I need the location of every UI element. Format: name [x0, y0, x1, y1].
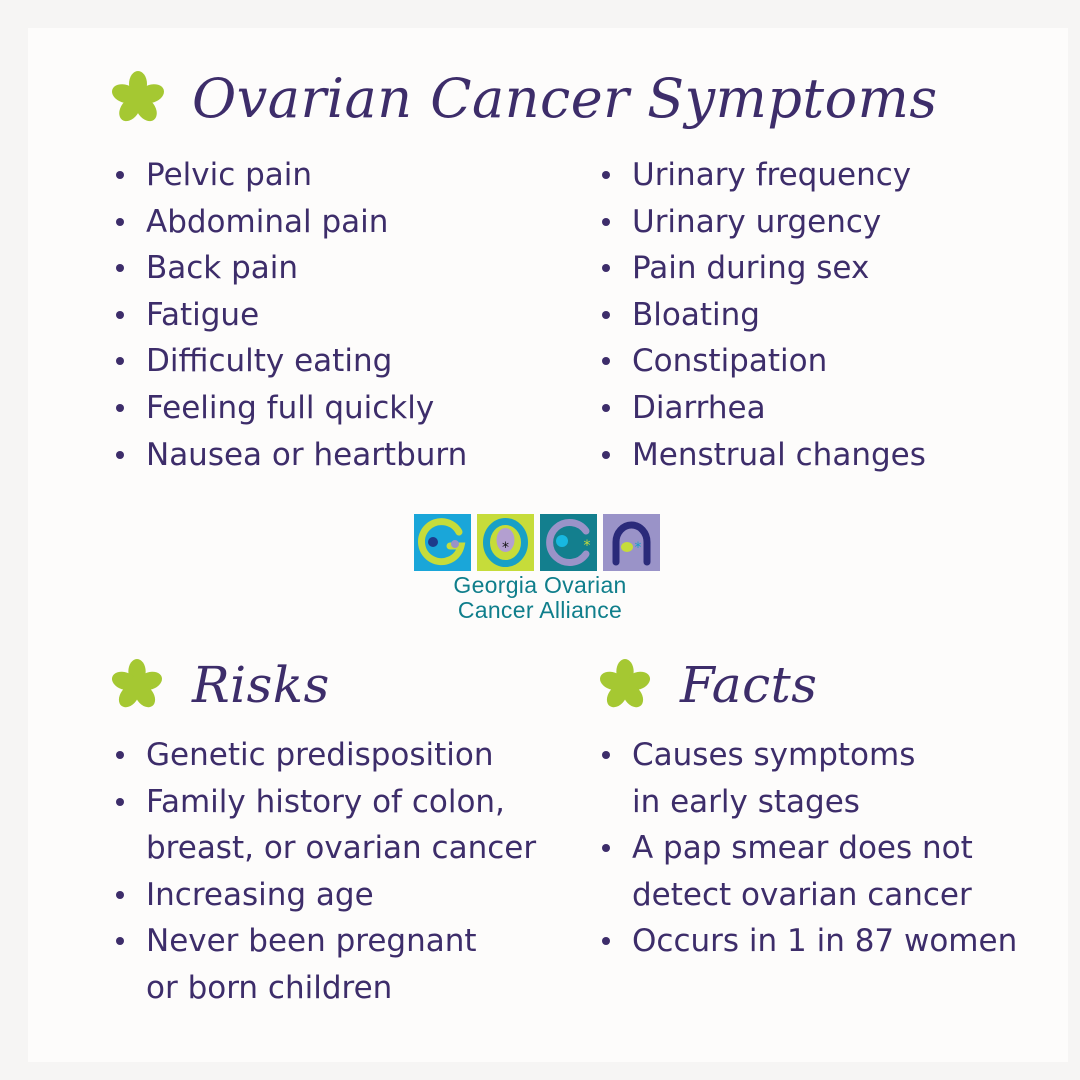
list-item: Urinary frequency: [596, 152, 926, 199]
list-item-line: Occurs in 1 in 87 women: [632, 923, 1018, 960]
asterisk-icon: [596, 659, 654, 711]
list-item-line: Family history of colon,: [146, 783, 505, 820]
list-item: [110, 779, 536, 872]
goca-logo: [414, 514, 666, 624]
svg-text:*: *: [502, 540, 509, 556]
list-item: Fatigue: [110, 292, 467, 339]
logo-tile-c-icon: [540, 514, 597, 571]
logo-tile-a-icon: [603, 514, 660, 571]
facts-title: Facts: [680, 656, 818, 714]
asterisk-icon: [108, 659, 166, 711]
list-item-line: in early stages: [632, 783, 860, 820]
risks-title: Risks: [192, 656, 330, 714]
goca-logo-icon: [414, 514, 666, 571]
symptoms-list-left: [110, 152, 467, 478]
logo-line-1: Georgia Ovarian: [453, 572, 627, 598]
page-title: Ovarian Cancer Symptoms: [192, 66, 938, 130]
list-item: Back pain: [110, 245, 467, 292]
svg-text:*: *: [583, 538, 591, 554]
list-item: Bloating: [596, 292, 926, 339]
list-item: Pelvic pain: [110, 152, 467, 199]
list-item: Menstrual changes: [596, 432, 926, 479]
list-item: [596, 732, 1017, 825]
logo-wordmark: [414, 573, 666, 623]
list-item-line: breast, or ovarian cancer: [146, 830, 537, 867]
list-item: Urinary urgency: [596, 199, 926, 246]
list-item: Feeling full quickly: [110, 385, 467, 432]
list-item: [110, 872, 536, 919]
list-item: Abdominal pain: [110, 199, 467, 246]
list-item: Difficulty eating: [110, 338, 467, 385]
list-item: Constipation: [596, 338, 926, 385]
asterisk-icon: [108, 71, 168, 125]
list-item-line: Genetic predisposition: [146, 737, 494, 773]
list-item-line: Increasing age: [146, 876, 374, 913]
list-item: [110, 732, 536, 779]
list-item: Pain during sex: [596, 245, 926, 292]
facts-list: [596, 732, 1017, 965]
list-item: [110, 918, 536, 1011]
risks-heading: [108, 650, 330, 720]
list-item-line: A pap smear does not: [632, 830, 973, 867]
list-item: [596, 825, 1017, 918]
risks-list: [110, 732, 536, 1012]
logo-tile-o-icon: [477, 514, 534, 571]
facts-heading: [596, 650, 817, 720]
logo-line-2: Cancer Alliance: [457, 597, 623, 623]
symptoms-list-right: [596, 152, 926, 478]
list-item-line: Never been pregnant: [146, 923, 477, 960]
list-item: Diarrhea: [596, 385, 926, 432]
svg-text:*: *: [634, 540, 642, 556]
list-item: Nausea or heartburn: [110, 432, 467, 479]
list-item-line: detect ovarian cancer: [632, 876, 972, 913]
list-item-line: or born children: [146, 969, 393, 1006]
symptoms-heading: [108, 62, 938, 134]
list-item: [596, 918, 1017, 965]
list-item-line: Causes symptoms: [632, 737, 916, 773]
logo-tile-g-icon: [414, 514, 471, 571]
